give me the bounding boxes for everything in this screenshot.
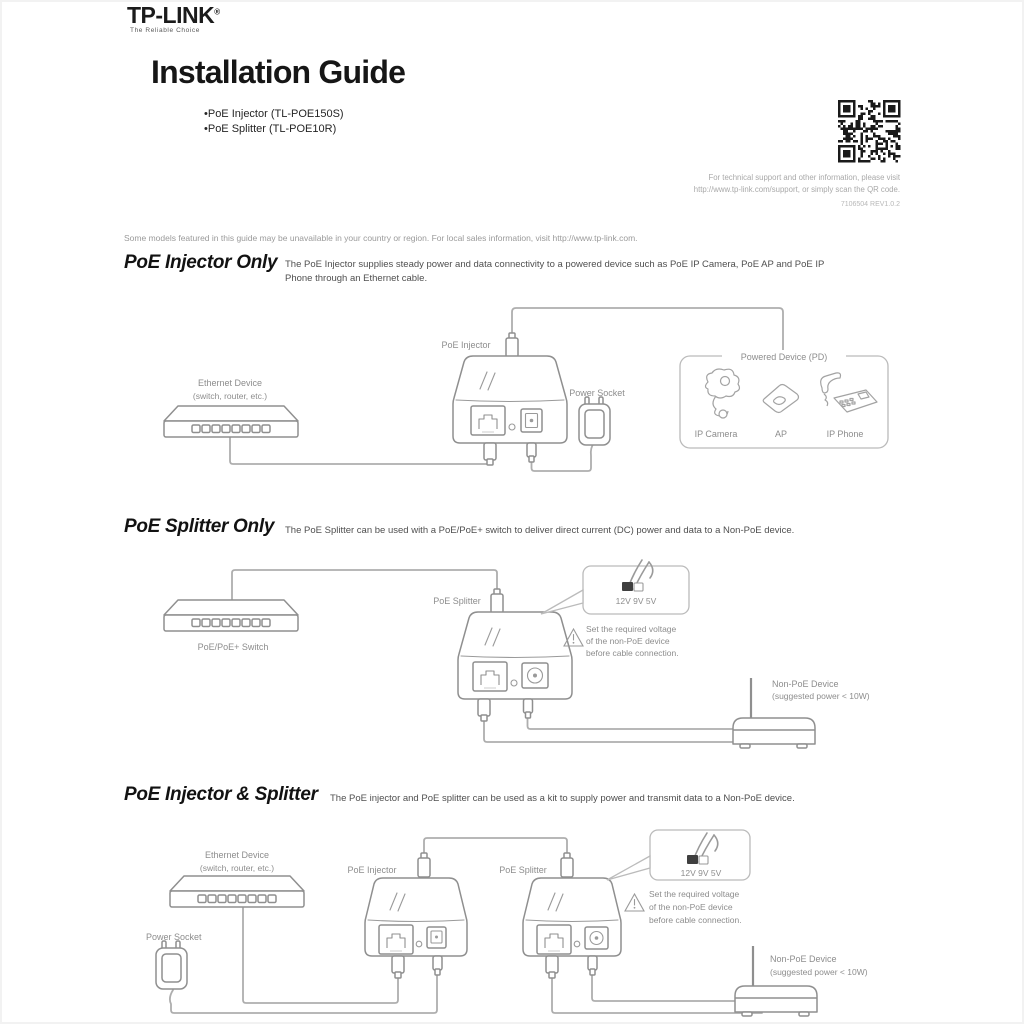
voltage-callout (541, 560, 689, 614)
power-socket (146, 932, 202, 989)
ethernet-plug-bottom (478, 699, 490, 721)
section-desc-splitter-only: The PoE Splitter can be used with a PoE/PoE+ switch to deliver direct current (DC) power and data to a Non-PoE device. (285, 525, 795, 536)
ethernet-device-label: Ethernet Device (197, 378, 263, 388)
poe-switch-device (164, 600, 298, 652)
ip-camera-label: IP Camera (694, 429, 738, 439)
rj45-port (471, 406, 505, 435)
cable-injector-to-socket (532, 443, 595, 471)
warning-triangle-icon (625, 894, 644, 911)
dc-plug-bottom (588, 956, 597, 975)
ethernet-plug-top (506, 333, 518, 357)
ethernet-plug-top (561, 853, 573, 877)
non-poe-sublabel: (suggested power < 10W) (770, 967, 868, 977)
revision-number: 7106504 REV1.0.2 (840, 201, 900, 208)
warning-line-1: Set the required voltage (649, 889, 740, 899)
diagram-injector-and-splitter (146, 830, 868, 1016)
cable-splitter-dc-to-device (528, 716, 738, 729)
dc-port (427, 927, 446, 948)
power-plug-icon (579, 397, 610, 445)
model-item-splitter: •PoE Splitter (TL-POE10R) (204, 123, 337, 135)
model-item-injector: •PoE Injector (TL-POE150S) (204, 108, 344, 120)
power-plug-icon (156, 941, 187, 989)
registered-mark: ® (214, 7, 220, 17)
cable-switch-to-injector (230, 437, 490, 464)
rj45-port (537, 925, 571, 954)
splitter-label: PoE Splitter (433, 596, 481, 606)
logo-text: TP-LINK (127, 2, 215, 28)
power-socket (569, 388, 625, 445)
section-heading-splitter-only: PoE Splitter Only (124, 516, 275, 537)
powered-device-box (680, 350, 888, 448)
poe-splitter-device (499, 853, 621, 978)
warning-line-3: before cable connection. (649, 915, 742, 925)
injector-label: PoE Injector (441, 340, 491, 350)
ethernet-plug-bottom (546, 956, 558, 978)
dc-plug-bottom (433, 956, 442, 975)
logo-tagline: The Reliable Choice (130, 27, 200, 34)
warning-line-3: before cable connection. (586, 648, 679, 658)
injector-label: PoE Injector (347, 865, 397, 875)
dc-barrel-port (585, 927, 608, 949)
support-line-1: For technical support and other information, please visit (708, 173, 900, 182)
non-poe-label: Non-PoE Device (770, 954, 837, 964)
voltage-callout (607, 830, 750, 880)
ip-phone-label: IP Phone (826, 429, 864, 439)
support-line-2: http://www.tp-link.com/support, or simply scan the QR code. (693, 184, 900, 194)
ethernet-plug-bottom (392, 956, 404, 978)
rj45-port (379, 925, 413, 954)
section-heading-injector-only: PoE Injector Only (124, 252, 278, 273)
power-socket-label: Power Socket (146, 932, 202, 942)
diagram-injector-only (164, 308, 888, 471)
ethernet-switch-device (164, 378, 298, 437)
cable-injector-to-pd (512, 308, 783, 356)
non-poe-device (733, 678, 870, 748)
warning-line-1: Set the required voltage (586, 624, 677, 634)
cable-injector-to-splitter (424, 838, 567, 854)
dc-plug-bottom (527, 443, 536, 462)
ethernet-plug-top (418, 853, 430, 877)
section-desc-injector-only: The PoE Injector supplies steady power and data connectivity to a powered device such as PoE IP Camera, PoE AP and PoE IP Phone through an Ethernet cable. (285, 259, 825, 284)
ethernet-device-sublabel: (switch, router, etc.) (192, 391, 268, 401)
warning-line-2: of the non-PoE device (649, 902, 733, 912)
diagram-splitter-only (164, 560, 870, 748)
ap-label: AP (774, 429, 788, 439)
poe-switch-label: PoE/PoE+ Switch (197, 642, 269, 652)
voltage-options-label: 12V 9V 5V (680, 868, 722, 878)
ethernet-device-label: Ethernet Device (204, 850, 270, 860)
voltage-warning (625, 889, 742, 925)
non-poe-sublabel: (suggested power < 10W) (772, 691, 870, 701)
rj45-port (473, 662, 507, 691)
voltage-warning (564, 624, 679, 658)
ethernet-device-sublabel: (switch, router, etc.) (199, 863, 275, 873)
ethernet-switch-device (170, 850, 304, 907)
ethernet-plug-bottom (484, 443, 496, 465)
voltage-options-label: 12V 9V 5V (615, 596, 657, 606)
non-poe-device (735, 946, 868, 1016)
cable-splitter-eth-to-device (552, 977, 762, 1013)
power-socket-label: Power Socket (569, 388, 625, 398)
availability-disclaimer: Some models featured in this guide may be unavailable in your country or region. For local sales information, visit http://www.tp-link.com. (124, 233, 638, 243)
non-poe-label: Non-PoE Device (772, 679, 839, 689)
splitter-label: PoE Splitter (499, 865, 547, 875)
cable-splitter-dc-to-device (592, 974, 735, 1001)
poe-injector-device (441, 333, 567, 465)
cable-socket-to-injector (170, 974, 437, 1013)
section-desc-injector-splitter: The PoE injector and PoE splitter can be used as a kit to supply power and transmit data to a Non-PoE device. (330, 793, 795, 804)
ethernet-plug-top (491, 589, 503, 613)
powered-device-label: Powered Device (PD) (740, 352, 828, 362)
dc-plug-bottom (524, 699, 533, 718)
dc-barrel-port (522, 663, 548, 688)
warning-line-2: of the non-PoE device (586, 636, 670, 646)
poe-injector-device (347, 853, 467, 978)
section-heading-injector-splitter: PoE Injector & Splitter (124, 784, 318, 805)
cable-splitter-eth-to-device (484, 719, 737, 742)
dc-port (521, 409, 542, 432)
page-title: Installation Guide (151, 54, 406, 90)
